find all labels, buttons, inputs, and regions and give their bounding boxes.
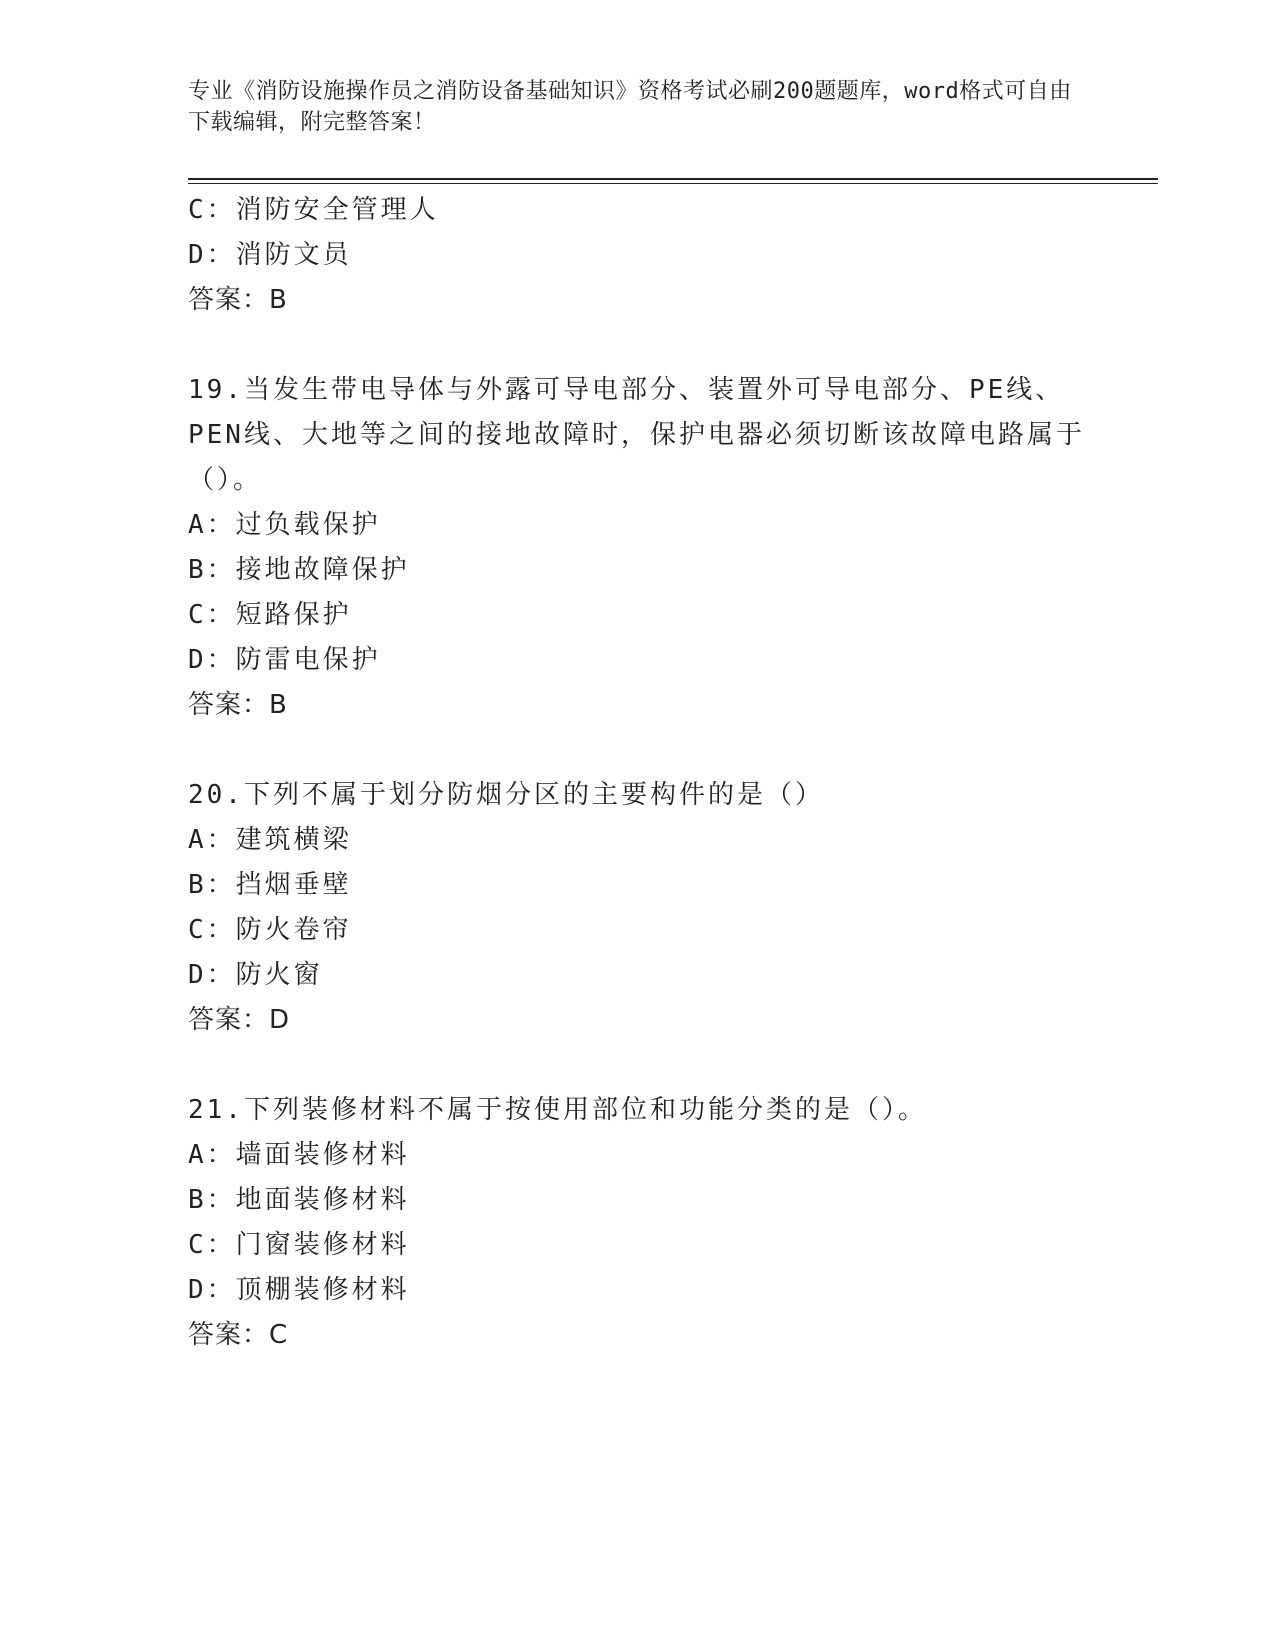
q20-answer: 答案：D [188,1005,291,1035]
q20-option-d: D：防火窗 [188,960,323,990]
q20-option-c: C：防火卷帘 [188,915,352,945]
q19-option-a: A：过负载保护 [188,510,381,540]
prev-option-c: C：消防安全管理人 [188,195,439,225]
prev-option-d: D：消防文员 [188,240,352,270]
q21-option-d: D：顶棚装修材料 [188,1275,410,1305]
q19-stem-line-3: （）。 [188,465,263,495]
q21-option-a: A：墙面装修材料 [188,1140,410,1170]
header-divider-thick [188,178,1158,180]
q19-answer: 答案：B [188,690,288,720]
q19-stem-line-2: PEN线、大地等之间的接地故障时，保护电器必须切断该故障电路属于 [188,420,1085,450]
q20-stem-line-1: 20.下列不属于划分防烟分区的主要构件的是（） [188,780,824,810]
document-header: 专业《消防设施操作员之消防设备基础知识》资格考试必刷200题题库，word格式可自由下载编辑，附完整答案！ [188,79,1072,135]
q19-stem-line-1: 19.当发生带电导体与外露可导电部分、装置外可导电部分、PE线、 [188,375,1065,405]
q19-option-b: B：接地故障保护 [188,555,410,585]
q21-option-c: C：门窗装修材料 [188,1230,410,1260]
q20-option-b: B：挡烟垂壁 [188,870,352,900]
header-divider-thin [188,183,1158,184]
prev-answer: 答案：B [188,285,288,315]
q21-answer: 答案：C [188,1320,289,1350]
q20-option-a: A：建筑横梁 [188,825,352,855]
q21-option-b: B：地面装修材料 [188,1185,410,1215]
q21-stem-line-1: 21.下列装修材料不属于按使用部位和功能分类的是（）。 [188,1095,927,1125]
q19-option-d: D：防雷电保护 [188,645,381,675]
q19-option-c: C：短路保护 [188,600,352,630]
